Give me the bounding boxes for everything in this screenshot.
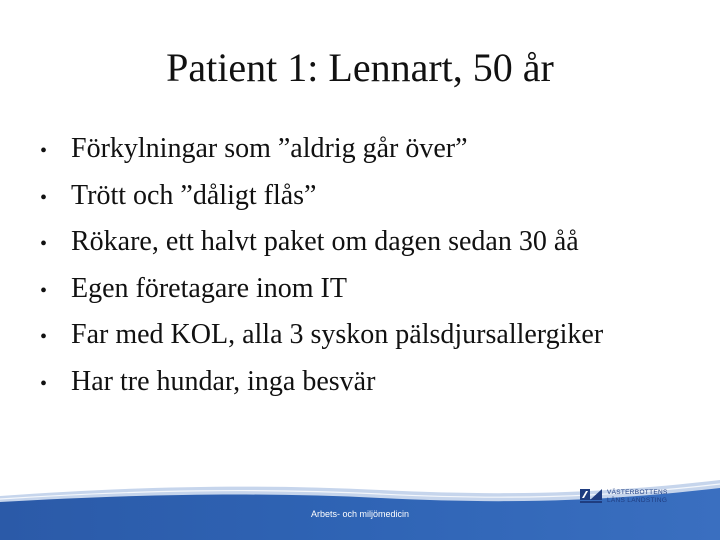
bullet-dot: • [40, 140, 48, 162]
bullet-text: Trött och ”dåligt flås” [71, 179, 317, 211]
bullet-item [40, 272, 603, 319]
bullet-item [40, 318, 603, 365]
bullet-list [40, 132, 603, 411]
bullet-text: Far med KOL, alla 3 syskon pälsdjursallergiker [71, 319, 604, 350]
bullet-item [40, 365, 603, 412]
bullet-text: Har tre hundar, inga besvär [71, 365, 376, 397]
bullet-dot: • [40, 233, 48, 255]
bullet-dot: • [40, 186, 48, 209]
bullet-dot: • [40, 279, 48, 302]
footer-text: Arbets- och miljömedicin [310, 509, 410, 519]
bullet-item [40, 132, 603, 179]
bullet-item [40, 225, 603, 272]
logo-text-line1: VÄSTERBOTTENS [607, 489, 668, 496]
bullet-item [40, 179, 603, 226]
bullet-text: Egen företagare inom IT [71, 272, 347, 304]
logo-text-line2: LÄNS LANDSTING [607, 497, 668, 504]
bullet-text: Rökare, ett halvt paket om dagen sedan 30 åå [71, 226, 579, 257]
bullet-dot: • [40, 326, 48, 348]
slide-title: Patient 1: Lennart, 50 år [166, 45, 554, 90]
bullet-dot: • [40, 372, 48, 395]
bullet-text: Förkylningar som ”aldrig går över” [71, 133, 468, 164]
